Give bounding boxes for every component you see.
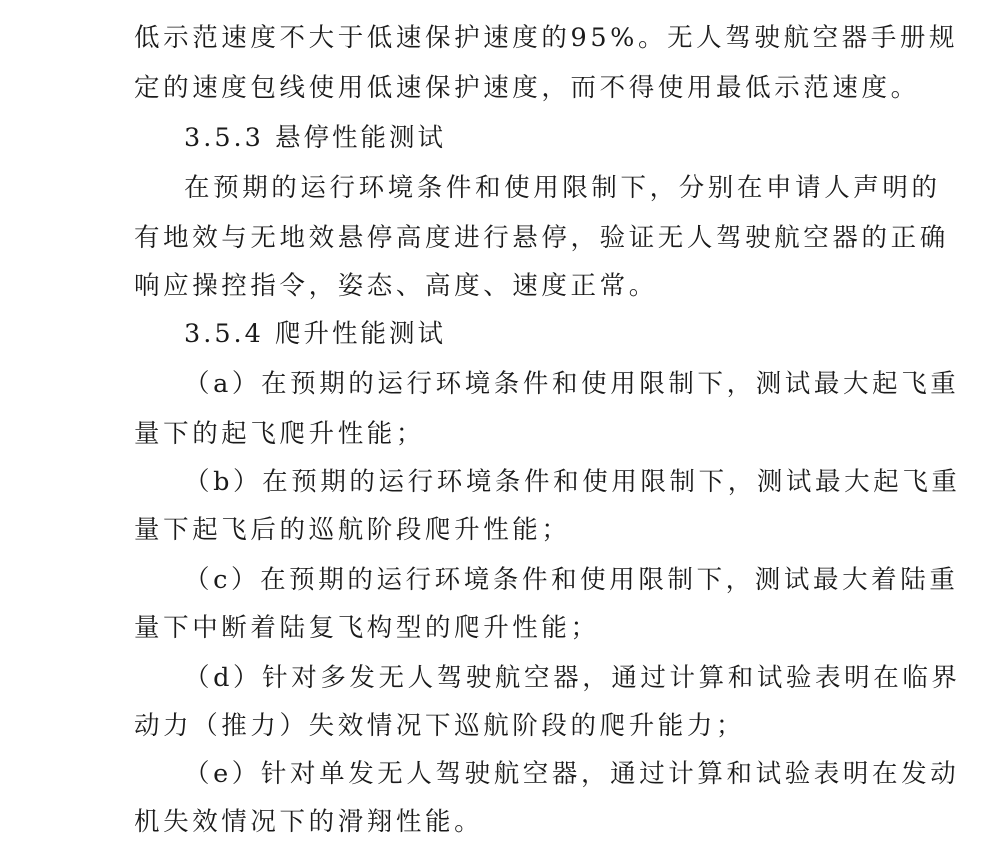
list-item-e-line: （e）针对单发无人驾驶航空器，通过计算和试验表明在发动 <box>184 759 960 789</box>
list-item-e-line: 机失效情况下的滑翔性能。 <box>134 807 484 837</box>
list-item-b-line: （b）在预期的运行环境条件和使用限制下，测试最大起飞重 <box>184 467 961 497</box>
section-heading-3-5-4: 3.5.4 爬升性能测试 <box>184 319 446 349</box>
paragraph-line: 有地效与无地效悬停高度进行悬停，验证无人驾驶航空器的正确 <box>134 223 949 253</box>
list-item-d-line: （d）针对多发无人驾驶航空器，通过计算和试验表明在临界 <box>184 663 961 693</box>
list-item-c-line: （c）在预期的运行环境条件和使用限制下，测试最大着陆重 <box>184 565 959 595</box>
list-item-a-line: 量下的起飞爬升性能； <box>134 419 426 449</box>
paragraph-line: 在预期的运行环境条件和使用限制下，分别在申请人声明的 <box>184 173 941 203</box>
list-item-b-line: 量下起飞后的巡航阶段爬升性能； <box>134 515 571 545</box>
list-item-a-line: （a）在预期的运行环境条件和使用限制下，测试最大起飞重 <box>184 369 960 399</box>
list-item-d-line: 动力（推力）失效情况下巡航阶段的爬升能力； <box>134 711 746 741</box>
paragraph-line: 低示范速度不大于低速保护速度的95%。无人驾驶航空器手册规 <box>134 23 959 53</box>
paragraph-line: 响应操控指令，姿态、高度、速度正常。 <box>134 271 658 301</box>
section-heading-3-5-3: 3.5.3 悬停性能测试 <box>184 123 446 153</box>
list-item-c-line: 量下中断着陆复飞构型的爬升性能； <box>134 613 600 643</box>
paragraph-line: 定的速度包线使用低速保护速度，而不得使用最低示范速度。 <box>134 73 920 103</box>
